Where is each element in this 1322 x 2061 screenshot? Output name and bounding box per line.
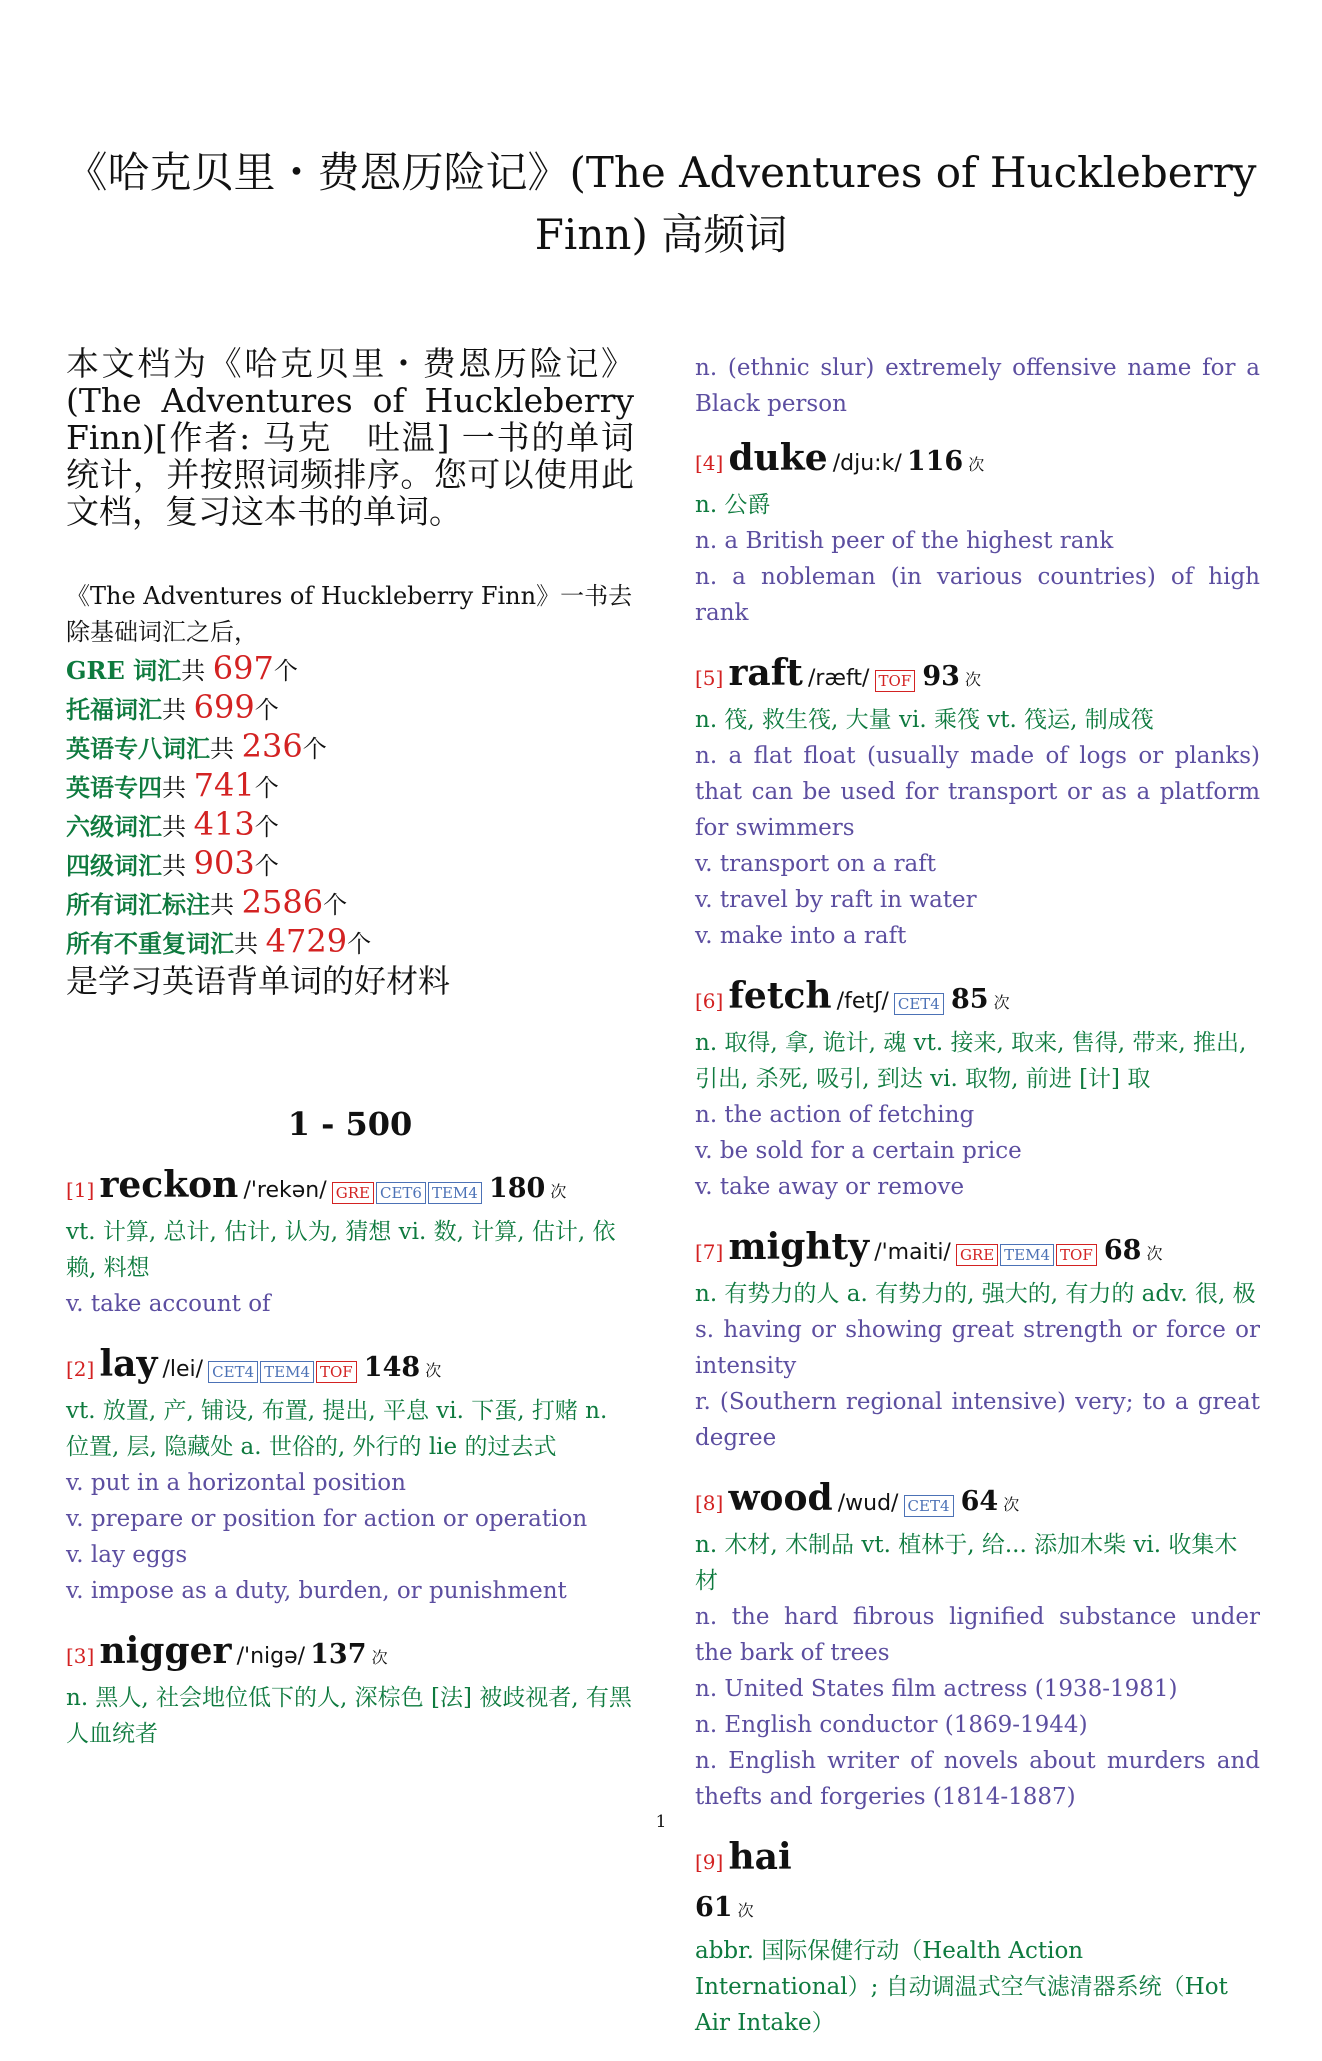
entry-pronunciation: /'rekən/ — [243, 1178, 327, 1203]
stat-line — [66, 650, 634, 689]
entry-word: wood — [728, 1477, 833, 1519]
entry-index: [9] — [695, 1850, 724, 1874]
definitions — [66, 1393, 634, 1609]
stat-count: 4729 — [265, 922, 348, 960]
entry-index: [7] — [695, 1240, 724, 1264]
definition-cn: vt. 计算, 总计, 估计, 认为, 猜想 vi. 数, 计算, 估计, 依赖, 料想 — [66, 1219, 616, 1281]
word-entry — [66, 1629, 634, 1752]
stat-count: 236 — [241, 727, 303, 765]
frequency-count: 180 — [488, 1173, 546, 1204]
entry-index: [5] — [695, 666, 724, 690]
stat-unit: 个 — [273, 657, 298, 685]
definitions — [695, 702, 1260, 954]
definitions — [66, 1214, 634, 1322]
stat-unit: 个 — [254, 813, 279, 841]
definition-en: n. the hard fibrous lignified substance under the bark of trees — [695, 1604, 1260, 1666]
stat-mid: 共 — [162, 774, 194, 802]
definition-cn: n. 筏, 救生筏, 大量 vi. 乘筏 vt. 筏运, 制成筏 — [695, 707, 1154, 733]
entry-head — [695, 1835, 1260, 1886]
entry-word: hai — [728, 1836, 792, 1878]
stat-count: 697 — [212, 649, 274, 687]
definition-en: n. (ethnic slur) extremely offensive name for a Black person — [695, 355, 1260, 417]
exam-tag: TOF — [1056, 1244, 1097, 1266]
entry-word: duke — [728, 437, 828, 479]
exam-tag: CET4 — [904, 1495, 954, 1517]
stat-label: 英语专八词汇 — [66, 734, 210, 763]
stat-count: 699 — [193, 688, 255, 726]
stat-mid: 共 — [234, 930, 266, 958]
exam-tag: CET4 — [894, 993, 944, 1015]
frequency-count: 137 — [310, 1639, 367, 1670]
frequency-unit: 次 — [550, 1182, 567, 1201]
entry-frequency — [363, 1352, 442, 1383]
entry-pronunciation: /dju:k/ — [832, 451, 902, 476]
stat-mid: 共 — [162, 696, 194, 724]
definition-cn: n. 有势力的人 a. 有势力的, 强大的, 有力的 adv. 很, 极 — [695, 1281, 1256, 1307]
exam-tag: TOF — [875, 670, 916, 692]
stat-mid: 共 — [181, 657, 213, 685]
definition-cn: n. 木材, 木制品 vt. 植林于, 给... 添加木柴 vi. 收集木材 — [695, 1532, 1238, 1594]
exam-tag: GRE — [332, 1182, 374, 1204]
range-heading: 1 - 500 — [287, 1105, 413, 1143]
definition-en: v. travel by raft in water — [695, 887, 977, 913]
stats-intro: 《The Adventures of Huckleberry Finn》一书去除基础词汇之后， — [66, 582, 633, 646]
definitions — [695, 1025, 1260, 1205]
left-column — [66, 345, 634, 1772]
frequency-count: 64 — [960, 1486, 999, 1517]
stat-unit: 个 — [254, 852, 279, 880]
exam-tag: TEM4 — [1000, 1244, 1054, 1266]
entry-pronunciation: /fetʃ/ — [836, 989, 889, 1014]
definition-cn: abbr. 国际保健行动（Health Action International）; 自动调温式空气滤清器系统（Hot Air Intake） — [695, 1938, 1228, 2036]
stat-label: 所有不重复词汇 — [66, 929, 234, 958]
frequency-count: 116 — [906, 446, 964, 477]
frequency-count: 148 — [363, 1352, 421, 1383]
entry-frequency — [488, 1173, 567, 1204]
word-entry — [695, 1835, 1260, 2041]
entry-word: nigger — [99, 1630, 232, 1672]
exam-tag: GRE — [956, 1244, 998, 1266]
entry-head — [66, 1163, 634, 1214]
stat-count: 903 — [193, 844, 255, 882]
entry-frequency — [960, 1486, 1020, 1517]
definition-en: n. English writer of novels about murders and thefts and forgeries (1814-1887) — [695, 1748, 1260, 1810]
entry-head — [695, 1225, 1260, 1276]
definitions — [695, 487, 1260, 631]
stat-label: 六级词汇 — [66, 812, 162, 841]
stat-count: 2586 — [241, 883, 324, 921]
entry-pronunciation: /lei/ — [162, 1357, 204, 1382]
frequency-count: 93 — [922, 661, 960, 692]
right-column — [695, 350, 1260, 2061]
definition-en: v. put in a horizontal position — [66, 1470, 406, 1496]
entry-head — [695, 974, 1260, 1025]
entry-index: [8] — [695, 1491, 724, 1515]
exam-tag: TEM4 — [260, 1361, 314, 1383]
definition-en: n. English conductor (1869-1944) — [695, 1712, 1088, 1738]
word-entry — [66, 1163, 634, 1322]
definition-en: s. having or showing great strength or force or intensity — [695, 1317, 1260, 1379]
entry-pronunciation: /ræft/ — [807, 666, 870, 691]
definition-en: r. (Southern regional intensive) very; to a great degree — [695, 1389, 1260, 1451]
frequency-unit: 次 — [737, 1901, 754, 1920]
closing-text: 是学习英语背单词的好材料 — [66, 962, 451, 1000]
stat-line — [66, 728, 634, 767]
definition-en: v. take account of — [66, 1291, 271, 1317]
exam-tag: CET6 — [376, 1182, 426, 1204]
definition-en: v. transport on a raft — [695, 851, 937, 877]
definitions — [66, 1680, 634, 1752]
stat-count: 741 — [193, 766, 255, 804]
entry-pronunciation: /wud/ — [837, 1491, 899, 1516]
stats-list — [66, 650, 634, 962]
page-title: 《哈克贝里・费恩历险记》(The Adventures of Huckleberry Finn) 高频词 — [65, 148, 1257, 259]
stat-label: 托福词汇 — [66, 695, 162, 724]
entry-pronunciation: /'nigə/ — [236, 1644, 306, 1669]
stat-line — [66, 767, 634, 806]
entry-index: [3] — [66, 1644, 95, 1668]
stat-label: 英语专四 — [66, 773, 162, 802]
word-entry — [695, 1225, 1260, 1456]
entry-head — [695, 1476, 1260, 1527]
stat-line — [66, 845, 634, 884]
exam-tag: TEM4 — [428, 1182, 482, 1204]
continued-definition — [695, 350, 1260, 422]
entry-head — [66, 1629, 634, 1680]
stat-unit: 个 — [254, 696, 279, 724]
definitions — [695, 1276, 1260, 1456]
entry-word: raft — [728, 652, 803, 694]
word-entry — [695, 974, 1260, 1205]
stat-mid: 共 — [210, 735, 242, 763]
frequency-unit: 次 — [965, 670, 982, 689]
entry-frequency — [950, 984, 1010, 1015]
frequency-unit: 次 — [1003, 1495, 1020, 1514]
entry-index: [2] — [66, 1357, 95, 1381]
frequency-count: 61 — [695, 1892, 733, 1923]
page-number: 1 — [655, 1812, 667, 1832]
entry-frequency — [1103, 1235, 1163, 1266]
definition-cn: n. 取得, 拿, 诡计, 魂 vt. 接来, 取来, 售得, 带来, 推出, 引出, 杀死, 吸引, 到达 vi. 取物, 前进 [计] 取 — [695, 1030, 1247, 1092]
frequency-unit: 次 — [968, 455, 985, 474]
entry-pronunciation: /'maiti/ — [874, 1240, 951, 1265]
entries-left — [66, 1163, 634, 1752]
frequency-line — [695, 1886, 1260, 1933]
definition-en: n. the action of fetching — [695, 1102, 975, 1128]
entry-word: fetch — [728, 975, 832, 1017]
stat-unit: 个 — [254, 774, 279, 802]
definition-en: n. a British peer of the highest rank — [695, 528, 1114, 554]
exam-tag: CET4 — [208, 1361, 258, 1383]
stat-count: 413 — [193, 805, 255, 843]
stat-label: GRE 词汇 — [66, 656, 182, 685]
definition-en: v. impose as a duty, burden, or punishment — [66, 1578, 567, 1604]
entry-frequency — [922, 661, 982, 692]
word-entry — [695, 436, 1260, 631]
stat-line — [66, 806, 634, 845]
entry-head — [695, 436, 1260, 487]
entry-frequency — [695, 1892, 754, 1923]
stat-mid: 共 — [210, 891, 242, 919]
definition-en: v. be sold for a certain price — [695, 1138, 1022, 1164]
definition-en: v. prepare or position for action or operation — [66, 1506, 588, 1532]
entry-word: reckon — [99, 1164, 239, 1206]
frequency-unit: 次 — [371, 1648, 388, 1667]
stat-line — [66, 689, 634, 728]
stat-mid: 共 — [162, 813, 194, 841]
entry-head — [695, 651, 1260, 702]
frequency-count: 68 — [1103, 1235, 1142, 1266]
stat-unit: 个 — [302, 735, 327, 763]
frequency-unit: 次 — [993, 993, 1010, 1012]
definition-en: n. a flat float (usually made of logs or planks) that can be used for transport or as a platform for swimmers — [695, 743, 1260, 841]
entry-index: [6] — [695, 989, 724, 1013]
stat-line — [66, 884, 634, 923]
exam-tag: TOF — [316, 1361, 357, 1383]
definitions — [695, 1933, 1260, 2041]
stat-label: 四级词汇 — [66, 851, 162, 880]
entry-word: lay — [99, 1343, 158, 1385]
word-entry — [695, 651, 1260, 954]
stat-unit: 个 — [323, 891, 348, 919]
definition-en: n. United States film actress (1938-1981) — [695, 1676, 1178, 1702]
word-entry — [695, 1476, 1260, 1815]
definition-cn: vt. 放置, 产, 铺设, 布置, 提出, 平息 vi. 下蛋, 打赌 n. 位置, 层, 隐藏处 a. 世俗的, 外行的 lie 的过去式 — [66, 1398, 608, 1460]
intro-text: 本文档为《哈克贝里・费恩历险记》(The Adventures of Huckleberry Finn)[作者: 马克 吐温] 一书的单词统计，并按照词频排序。您可以使用此文档，复习这本书的单词。 — [66, 344, 634, 531]
definitions — [695, 1527, 1260, 1815]
definition-cn: n. 公爵 — [695, 492, 771, 518]
entry-word: mighty — [728, 1226, 870, 1268]
frequency-unit: 次 — [425, 1361, 442, 1380]
entry-index: [1] — [66, 1178, 95, 1202]
stat-label: 所有词汇标注 — [66, 890, 210, 919]
entry-frequency — [906, 446, 985, 477]
definition-en: n. a nobleman (in various countries) of high rank — [695, 564, 1260, 626]
definition-cn: n. 黑人, 社会地位低下的人, 深棕色 [法] 被歧视者, 有黑人血统者 — [66, 1685, 632, 1747]
definition-en: v. make into a raft — [695, 923, 907, 949]
frequency-count: 85 — [950, 984, 989, 1015]
frequency-unit: 次 — [1146, 1244, 1163, 1263]
entry-frequency — [310, 1639, 388, 1670]
definition-en: v. take away or remove — [695, 1174, 965, 1200]
entry-head — [66, 1342, 634, 1393]
stats-section — [66, 578, 634, 1000]
stat-mid: 共 — [162, 852, 194, 880]
stat-unit: 个 — [347, 930, 372, 958]
word-entry — [66, 1342, 634, 1609]
stat-line — [66, 923, 634, 962]
entry-index: [4] — [695, 451, 724, 475]
entries-right — [695, 436, 1260, 2041]
definition-en: v. lay eggs — [66, 1542, 188, 1568]
